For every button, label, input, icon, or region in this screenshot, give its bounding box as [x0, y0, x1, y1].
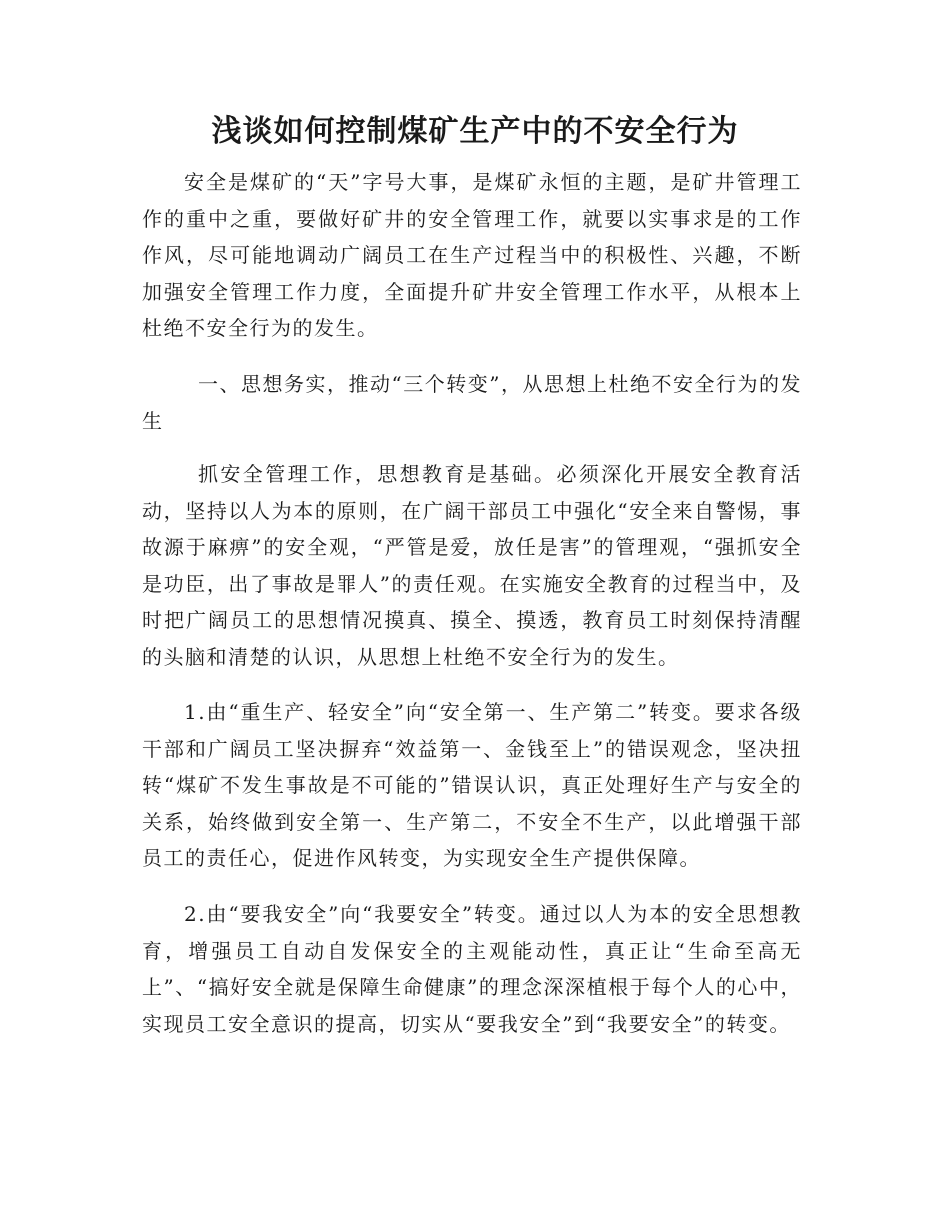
list-item-1: 1.由“重生产、轻安全”向“安全第一、生产第二”转变。要求各级干部和广阔员工坚决摒弃“效益第一、金钱至上”的错误观念，坚决扭转“煤矿不发生事故是不可能的”错误认识，真正处理好生产与安全的关系，始终做到安全第一、生产第二，不安全不生产，以此增强干部员工的责任心，促进作风转变，为实现安全生产提供保障。 — [142, 700, 802, 870]
section-1-paragraph: 抓安全管理工作，思想教育是基础。必须深化开展安全教育活动，坚持以人为本的原则，在广阔干部员工中强化“安全来自警惕，事故源于麻痹”的安全观，“严管是爱，放任是害”的管理观，“强抓安全是功臣，出了事故是罪人”的责任观。在实施安全教育的过程当中，及时把广阔员工的思想情况摸真、摸全、摸透，教育员工时刻保持清醒的头脑和清楚的认识，从思想上杜绝不安全行为的发生。 — [142, 462, 802, 669]
intro-paragraph: 安全是煤矿的“天”字号大事，是煤矿永恒的主题，是矿井管理工作的重中之重，要做好矿井的安全管理工作，就要以实事求是的工作作风，尽可能地调动广阔员工在生产过程当中的积极性、兴趣，不断加强安全管理工作力度，全面提升矿井安全管理工作水平，从根本上杜绝不安全行为的发生。 — [142, 170, 802, 340]
document-title: 浅谈如何控制煤矿生产中的不安全行为 — [211, 114, 739, 149]
list-item-2: 2.由“要我安全”向“我要安全”转变。通过以人为本的安全思想教育，增强员工自动自发保安全的主观能动性，真正让“生命至高无上”、“搞好安全就是保障生命健康”的理念深深植根于每个人的心中，实现员工安全意识的提高，切实从“要我安全”到“我要安全”的转变。 — [142, 902, 802, 1036]
section-heading-1: 一、思想务实，推动“三个转变”，从思想上杜绝不安全行为的发生 — [142, 372, 802, 433]
